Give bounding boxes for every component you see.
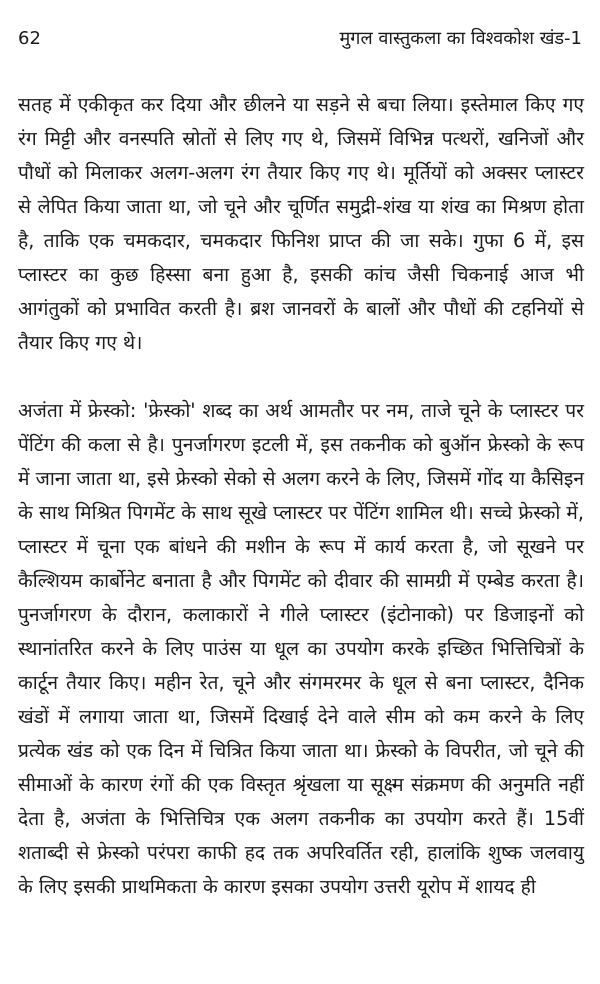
paragraph-painting-materials: सतह में एकीकृत कर दिया और छीलने या सड़ने से बचा लिया। इस्तेमाल किए गए रंग मिट्टी और वनस्पति स्रोतों से लिए गए थे, जिसमें विभिन्न पत्थरों, खनिजों और पौधों को मिलाकर अलग-अलग रंग तैयार किए गए थे। मूर्तियों को अक्सर प्लास्टर से लेपित किया जाता था, जो चूने और चूर्णित समुद्री-शंख या शंख का मिश्रण होता है, ताकि एक चमकदार, चमकदार फिनिश प्राप्त की जा सके। गुफा 6 में, इस प्लास्टर का कुछ हिस्सा बना हुआ है, इसकी कांच जैसी चिकनाई आज भी आगंतुकों को प्रभावित करती है। ब्रश जानवरों के बालों और पौधों की टहनियों से तैयार किए गए थे। xyxy=(18,93,584,354)
page-header xyxy=(18,26,582,54)
paragraph-fresco-ajanta: अजंता में फ्रेस्को: 'फ्रेस्को' शब्द का अर्थ आमतौर पर नम, ताजे चूने के प्लास्टर पर पेंटिंग की कला से है। पुनर्जागरण इटली में, इस तकनीक को बुऑन फ्रेस्को के रूप में जाना जाता था, इसे फ्रेस्को सेको से अलग करने के लिए, जिसमें गोंद या कैसिइन के साथ मिश्रित पिगमेंट के साथ सूखे प्लास्टर पर पेंटिंग शामिल थी। सच्चे फ्रेस्को में, प्लास्टर में चूना एक बांधने की मशीन के रूप में कार्य करता है, जो सूखने पर कैल्शियम कार्बोनेट बनाता है और पिगमेंट को दीवार की सामग्री में एम्बेड करता है। पुनर्जागरण के दौरान, कलाकारों ने गीले प्लास्टर (इंटोनाको) पर डिजाइनों को स्थानांतरित करने के लिए पाउंस या धूल का उपयोग करके इच्छित भित्तिचित्रों के कार्टून तैयार किए। महीन रेत, चूने और संगमरमर के धूल से बना प्लास्टर, दैनिक खंडों में लगाया जाता था, जिसमें दिखाई देने वाले सीम को कम करने के लिए प्रत्येक खंड को एक दिन में चित्रित किया जाता था। फ्रेस्को के विपरीत, जो चूने की सीमाओं के कारण रंगों की एक विस्तृत श्रृंखला या सूक्ष्म संक्रमण की अनुमति नहीं देता है, अजंता के भित्तिचित्र एक अलग तकनीक का उपयोग करते हैं। 15वीं शताब्दी से फ्रेस्को परंपरा काफी हद तक अपरिवर्तित रही, हालांकि शुष्क जलवायु के लिए इसकी प्राथमिकता के कारण इसका उपयोग उत्तरी यूरोप में शायद ही xyxy=(18,399,584,898)
running-title: मुगल वास्तुकला का विश्वकोश खंड-1 xyxy=(339,28,582,49)
page-body xyxy=(18,88,584,904)
page-number: 62 xyxy=(18,28,41,49)
